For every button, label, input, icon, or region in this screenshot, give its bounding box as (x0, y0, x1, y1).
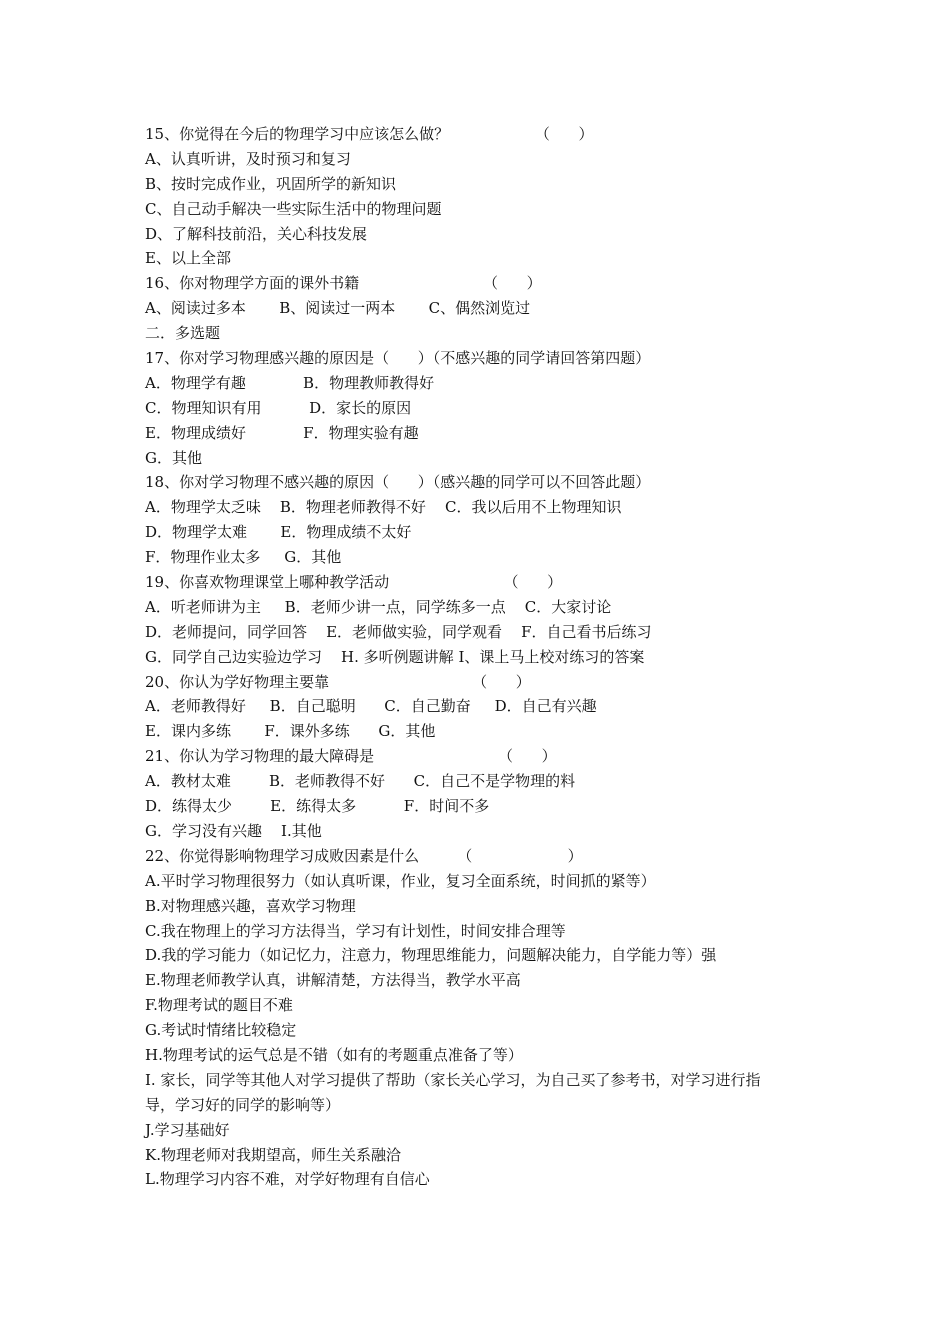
option-line: G．其他 (145, 448, 202, 467)
option-line: A．听老师讲为主 B．老师少讲一点，同学练多一点 C．大家讨论 (145, 597, 612, 616)
option-line: G.考试时情绪比较稳定 (145, 1021, 297, 1040)
option-line: A．物理学太乏味 B．物理老师教得不好 C．我以后用不上物理知识 (145, 498, 622, 517)
section-heading: 二．多选题 (145, 324, 221, 343)
question-18: 18、你对学习物理不感兴趣的原因（ ）（感兴趣的同学可以不回答此题） (145, 473, 651, 492)
option-line: F．物理作业太多 G．其他 (145, 548, 342, 567)
option-line: A．老师教得好 B．自己聪明 C．自己勤奋 D．自己有兴趣 (145, 697, 597, 716)
option-line: A.平时学习物理很努力（如认真听课，作业，复习全面系统，时间抓的紧等） (145, 871, 656, 890)
option-line: E．物理成绩好 F．物理实验有趣 (145, 423, 419, 442)
option-line: K.物理老师对我期望高，师生关系融洽 (145, 1145, 401, 1164)
option-line: G．同学自己边实验边学习 H. 多听例题讲解 I、课上马上校对练习的答案 (145, 647, 645, 666)
option-line: D、了解科技前沿，关心科技发展 (145, 224, 368, 243)
option-line: D．老师提问，同学回答 E．老师做实验，同学观看 F．自己看书后练习 (145, 622, 652, 641)
option-line: F.物理考试的题目不难 (145, 996, 293, 1015)
option-line: J.学习基础好 (145, 1120, 230, 1139)
option-line: I. 家长，同学等其他人对学习提供了帮助（家长关心学习，为自己买了参考书，对学习进行指 (145, 1070, 761, 1089)
option-line: A、认真听讲，及时预习和复习 (145, 149, 351, 168)
question-20: 20、你认为学好物理主要靠 （ ） (145, 672, 531, 691)
option-line: A．教材太难 B．老师教得不好 C．自己不是学物理的料 (145, 772, 576, 791)
question-21: 21、你认为学习物理的最大障碍是 （ ） (145, 747, 557, 766)
option-line: C．物理知识有用 D．家长的原因 (145, 398, 412, 417)
option-line: G．学习没有兴趣 I.其他 (145, 821, 322, 840)
option-line: E、以上全部 (145, 249, 231, 268)
question-16: 16、你对物理学方面的课外书籍 （ ） (145, 274, 542, 293)
survey-questions (145, 122, 825, 1192)
option-line: D．练得太少 E．练得太多 F．时间不多 (145, 797, 490, 816)
option-line: E．课内多练 F．课外多练 G．其他 (145, 722, 436, 741)
question-17: 17、你对学习物理感兴趣的原因是（ ）（不感兴趣的同学请回答第四题） (145, 349, 651, 368)
option-line: D．物理学太难 E．物理成绩不太好 (145, 523, 412, 542)
option-line: A、阅读过多本 B、阅读过一两本 C、偶然浏览过 (145, 299, 531, 318)
option-line: D.我的学习能力（如记忆力，注意力，物理思维能力，问题解决能力，自学能力等）强 (145, 946, 717, 965)
option-line: B.对物理感兴趣，喜欢学习物理 (145, 896, 356, 915)
option-line: H.物理考试的运气总是不错（如有的考题重点准备了等） (145, 1045, 523, 1064)
option-line: A．物理学有趣 B．物理教师教得好 (145, 373, 435, 392)
option-line: E.物理老师教学认真，讲解清楚，方法得当，教学水平高 (145, 971, 521, 990)
option-line: L.物理学习内容不难，对学好物理有自信心 (145, 1170, 430, 1189)
option-line: B、按时完成作业，巩固所学的新知识 (145, 174, 397, 193)
question-19: 19、你喜欢物理课堂上哪种教学活动 （ ） (145, 573, 563, 592)
option-line-continuation: 导，学习好的同学的影响等） (145, 1095, 341, 1114)
question-22: 22、你觉得影响物理学习成败因素是什么 （ ） (145, 846, 583, 865)
option-line: C、自己动手解决一些实际生活中的物理问题 (145, 199, 442, 218)
question-15: 15、你觉得在今后的物理学习中应该怎么做？ （ ） (145, 125, 594, 143)
option-line: C.我在物理上的学习方法得当，学习有计划性，时间安排合理等 (145, 921, 566, 940)
